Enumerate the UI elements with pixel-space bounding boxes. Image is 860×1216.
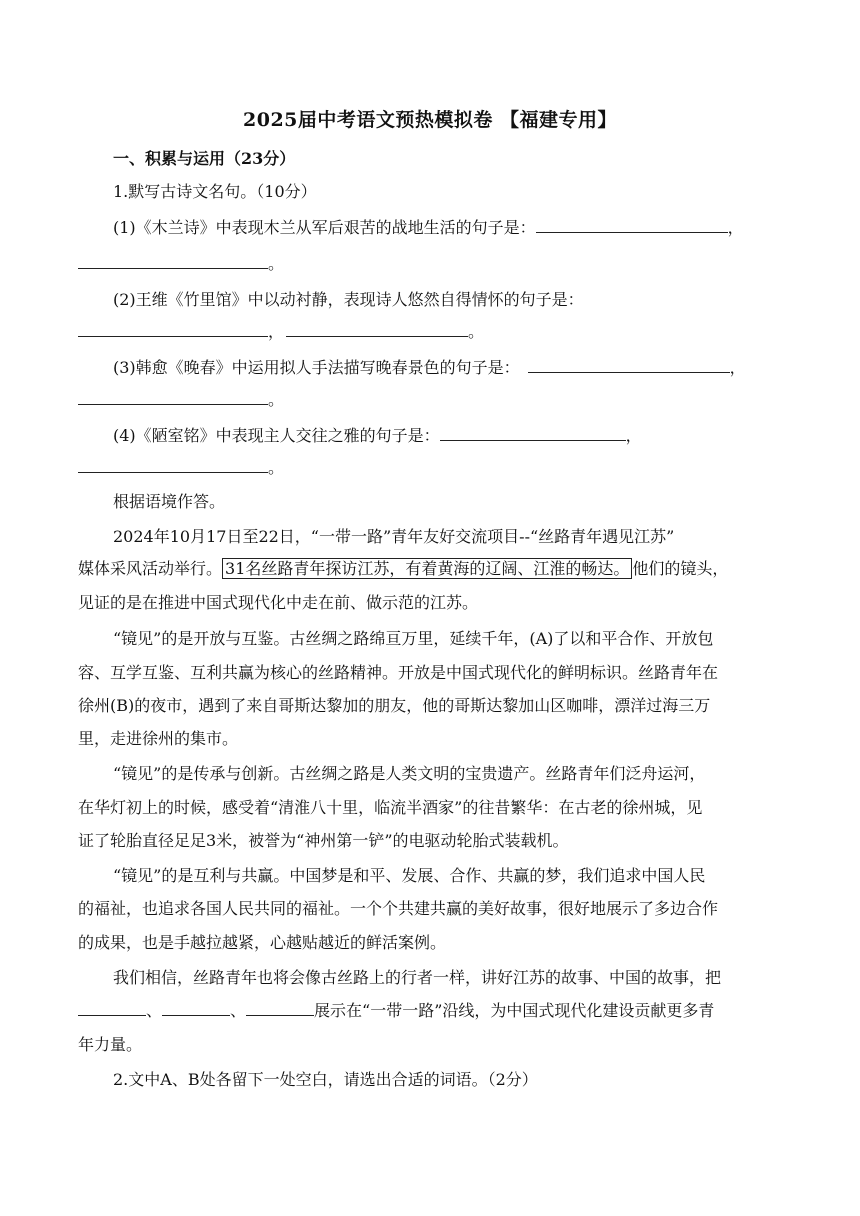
q1-item-3 bbox=[113, 356, 813, 380]
answer-blank[interactable] bbox=[78, 252, 268, 269]
q1-item-3-comma: ， bbox=[729, 358, 746, 377]
q1-item-3-text: (3)韩愈《晚春》中运用拟人手法描写晚春景色的句子是： bbox=[113, 358, 520, 377]
q1-item-1-cont bbox=[78, 252, 778, 276]
q1-item-4-end: 。 bbox=[268, 458, 285, 477]
passage-line: 容、互学互鉴、互利共赢为核心的丝路精神。开放是中国式现代化的鲜明标识。丝路青年在 bbox=[78, 663, 719, 682]
passage-line: 徐州(B)的夜市，遇到了来自哥斯达黎加的朋友，他的哥斯达黎加山区咖啡，漂洋过海三万 bbox=[78, 696, 711, 715]
q1-item-4 bbox=[113, 424, 813, 448]
passage-line: 2024年10月17日至22日，“一带一路”青年友好交流项目--“丝路青年遇见江苏” bbox=[113, 527, 675, 546]
q1-item-2-comma: ， bbox=[268, 322, 285, 341]
answer-blank[interactable] bbox=[440, 424, 626, 441]
answer-blank[interactable] bbox=[78, 388, 268, 405]
page-title: 2025届中考语文预热模拟卷 【福建专用】 bbox=[243, 109, 617, 131]
q1-item-1-comma: ， bbox=[727, 218, 744, 237]
context-intro: 根据语境作答。 bbox=[113, 492, 226, 511]
passage-line: 我们相信，丝路青年也将会像古丝路上的行者一样，讲好江苏的故事、中国的故事，把 bbox=[113, 968, 722, 987]
passage-line: “镜见”的是开放与互鉴。古丝绸之路绵亘万里，延续千年，(A)了以和平合作、开放包 bbox=[113, 629, 714, 648]
blank-separator: 、 bbox=[146, 1001, 163, 1020]
boxed-sentence: 31名丝路青年探访江苏，有着黄海的辽阔、江淮的畅达。 bbox=[222, 558, 632, 579]
answer-blank[interactable] bbox=[528, 356, 730, 373]
answer-blank[interactable] bbox=[78, 456, 268, 473]
passage-line: “镜见”的是互利与共赢。中国梦是和平、发展、合作、共赢的梦，我们追求中国人民 bbox=[113, 866, 706, 885]
q1-item-4-comma: ， bbox=[625, 426, 642, 445]
q1-item-1-text: (1)《木兰诗》中表现木兰从军后艰苦的战地生活的句子是： bbox=[113, 218, 536, 237]
q1-item-3-end: 。 bbox=[268, 390, 285, 409]
passage-text: 展示在“一带一路”沿线，为中国式现代化建设贡献更多青 bbox=[314, 1001, 715, 1020]
q1-item-2-cont bbox=[78, 320, 778, 344]
answer-blank[interactable] bbox=[78, 999, 146, 1016]
q1-item-4-text: (4)《陋室铭》中表现主人交往之雅的句子是： bbox=[113, 426, 440, 445]
q1-item-2-text: (2)王维《竹里馆》中以动衬静，表现诗人悠然自得情怀的句子是： bbox=[113, 290, 584, 309]
passage-line: 的成果，也是手越拉越紧，心越贴越近的鲜活案例。 bbox=[78, 933, 447, 952]
answer-blank[interactable] bbox=[246, 999, 314, 1016]
passage-text: 媒体采风活动举行。 bbox=[78, 559, 223, 578]
passage-line bbox=[78, 999, 778, 1023]
q1-item-2 bbox=[113, 288, 813, 312]
answer-blank[interactable] bbox=[536, 216, 728, 233]
question-2-stem: 2.文中A、B处各留下一处空白，请选出合适的词语。（2分） bbox=[113, 1070, 538, 1089]
passage-line: 在华灯初上的时候，感受着“清淮八十里，临流半酒家”的往昔繁华：在古老的徐州城，见 bbox=[78, 798, 703, 817]
q1-item-4-cont bbox=[78, 456, 778, 480]
answer-blank[interactable] bbox=[78, 320, 268, 337]
answer-blank[interactable] bbox=[286, 320, 468, 337]
q1-item-3-cont bbox=[78, 388, 778, 412]
section-heading: 一、积累与运用（23分） bbox=[113, 149, 296, 168]
passage-line: 年力量。 bbox=[78, 1035, 143, 1054]
question-1-stem: 1.默写古诗文名句。（10分） bbox=[113, 182, 317, 201]
passage-text: 他们的镜头， bbox=[632, 559, 729, 578]
passage-line: 证了轮胎直径足足3米，被誉为“神州第一铲”的电驱动轮胎式装载机。 bbox=[78, 831, 569, 850]
passage-line: 的福祉，也追求各国人民共同的福祉。一个个共建共赢的美好故事，很好地展示了多边合作 bbox=[78, 899, 719, 918]
passage-line: 见证的是在推进中国式现代化中走在前、做示范的江苏。 bbox=[78, 593, 479, 612]
q1-item-2-end: 。 bbox=[468, 322, 485, 341]
blank-separator: 、 bbox=[230, 1001, 247, 1020]
passage-line: “镜见”的是传承与创新。古丝绸之路是人类文明的宝贵遗产。丝路青年们泛舟运河， bbox=[113, 764, 706, 783]
q1-item-1 bbox=[113, 216, 813, 240]
passage-line: 里，走进徐州的集市。 bbox=[78, 729, 239, 748]
passage-line bbox=[78, 557, 778, 581]
q1-item-1-end: 。 bbox=[268, 254, 285, 273]
answer-blank[interactable] bbox=[162, 999, 230, 1016]
